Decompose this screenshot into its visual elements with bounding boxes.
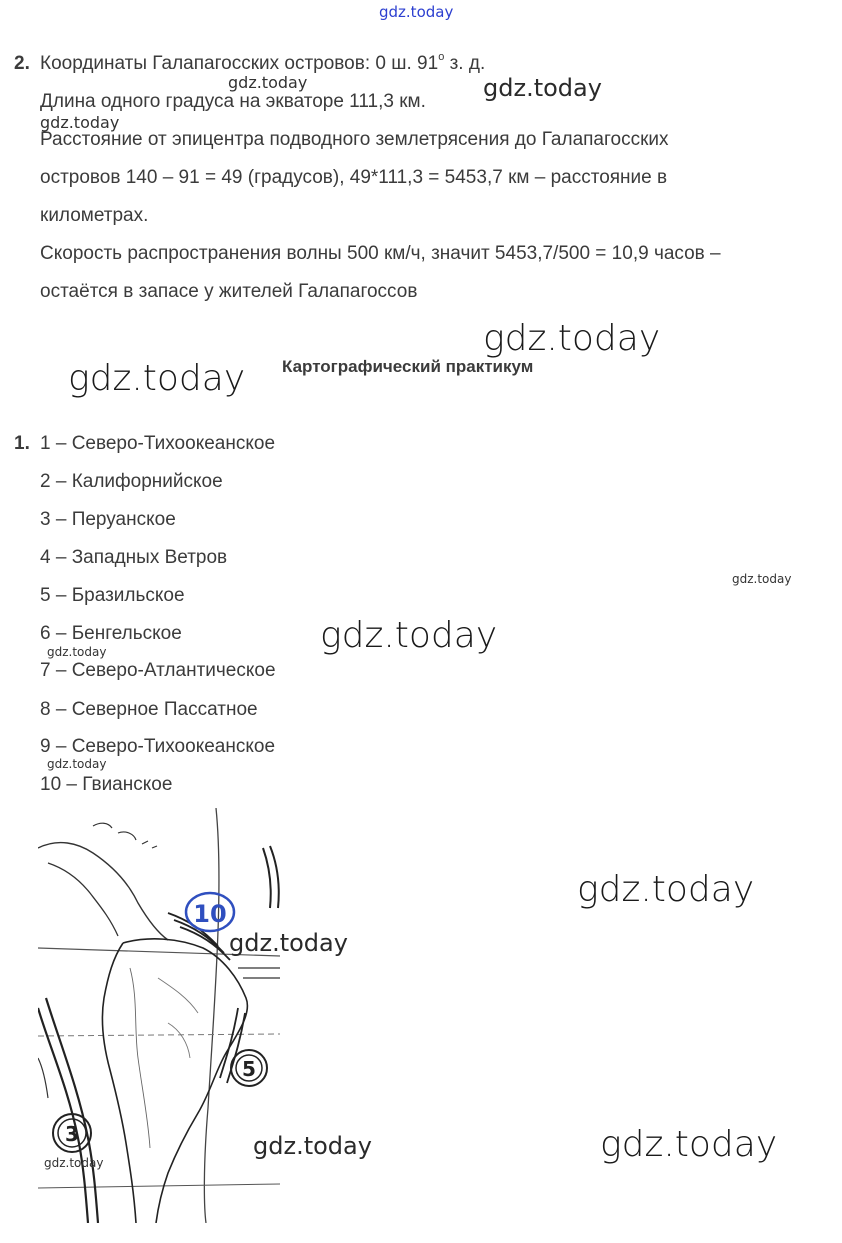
list-item: 1 – Северо-Тихоокеанское <box>40 433 276 454</box>
watermark-xsmall: gdz.today <box>44 1156 104 1170</box>
watermark-large: gdz.today <box>600 1124 778 1165</box>
watermark-large: gdz.today <box>320 615 498 656</box>
watermark-medium: gdz.today <box>483 74 602 102</box>
watermark-small: gdz.today <box>228 73 308 92</box>
watermark-small: gdz.today <box>40 113 120 132</box>
watermark-large: gdz.today <box>577 869 755 910</box>
task1-number: 1. <box>14 433 30 454</box>
list-item: 6 – Бенгельское <box>40 623 182 644</box>
list-item: 9 – Северо-Тихоокеанское <box>40 736 276 757</box>
map-label-5 <box>231 1050 267 1086</box>
task2-line-1: Координаты Галапагосских островов: 0 ш. 91$^o$ з. д. <box>40 51 486 74</box>
list-item: 10 – Гвианское <box>40 774 173 795</box>
label-text: 3 <box>65 1122 79 1146</box>
watermark-large: gdz.today <box>68 358 246 399</box>
list-item: 3 – Перуанское <box>40 509 176 530</box>
watermark-medium: gdz.today <box>229 929 348 957</box>
task2-line-4: островов 140 – 91 = 49 (градусов), 49*111,3 = 5453,7 км – расстояние в <box>40 167 668 188</box>
task2-line-3: Расстояние от эпицентра подводного землетрясения до Галапагосских <box>40 129 669 150</box>
watermark-medium: gdz.today <box>253 1132 372 1160</box>
map-label-3 <box>53 1114 91 1152</box>
watermark-xsmall: gdz.today <box>47 645 107 659</box>
watermark-top: gdz.today <box>379 3 454 21</box>
list-item: 5 – Бразильское <box>40 585 185 606</box>
list-item: 8 – Северное Пассатное <box>40 699 258 720</box>
task2-line-6: Скорость распространения волны 500 км/ч, значит 5453,7/500 = 10,9 часов – <box>40 243 721 264</box>
task2-line-7: остаётся в запасе у жителей Галапагоссов <box>40 281 418 302</box>
list-item: 4 – Западных Ветров <box>40 547 228 568</box>
list-item: 7 – Северо-Атлантическое <box>40 660 276 681</box>
task2-line-5: километрах. <box>40 205 149 226</box>
label-text: 10 <box>193 900 227 928</box>
task2-line-2: Длина одного градуса на экваторе 111,3 км. <box>40 91 426 112</box>
watermark-large: gdz.today <box>483 318 661 359</box>
watermark-xsmall: gdz.today <box>47 757 107 771</box>
label-text: 5 <box>242 1057 256 1081</box>
task2-number: 2. <box>14 53 30 74</box>
watermark-xsmall: gdz.today <box>732 572 792 586</box>
section-title: Картографический практикум <box>282 357 534 376</box>
list-item: 2 – Калифорнийское <box>40 471 223 492</box>
